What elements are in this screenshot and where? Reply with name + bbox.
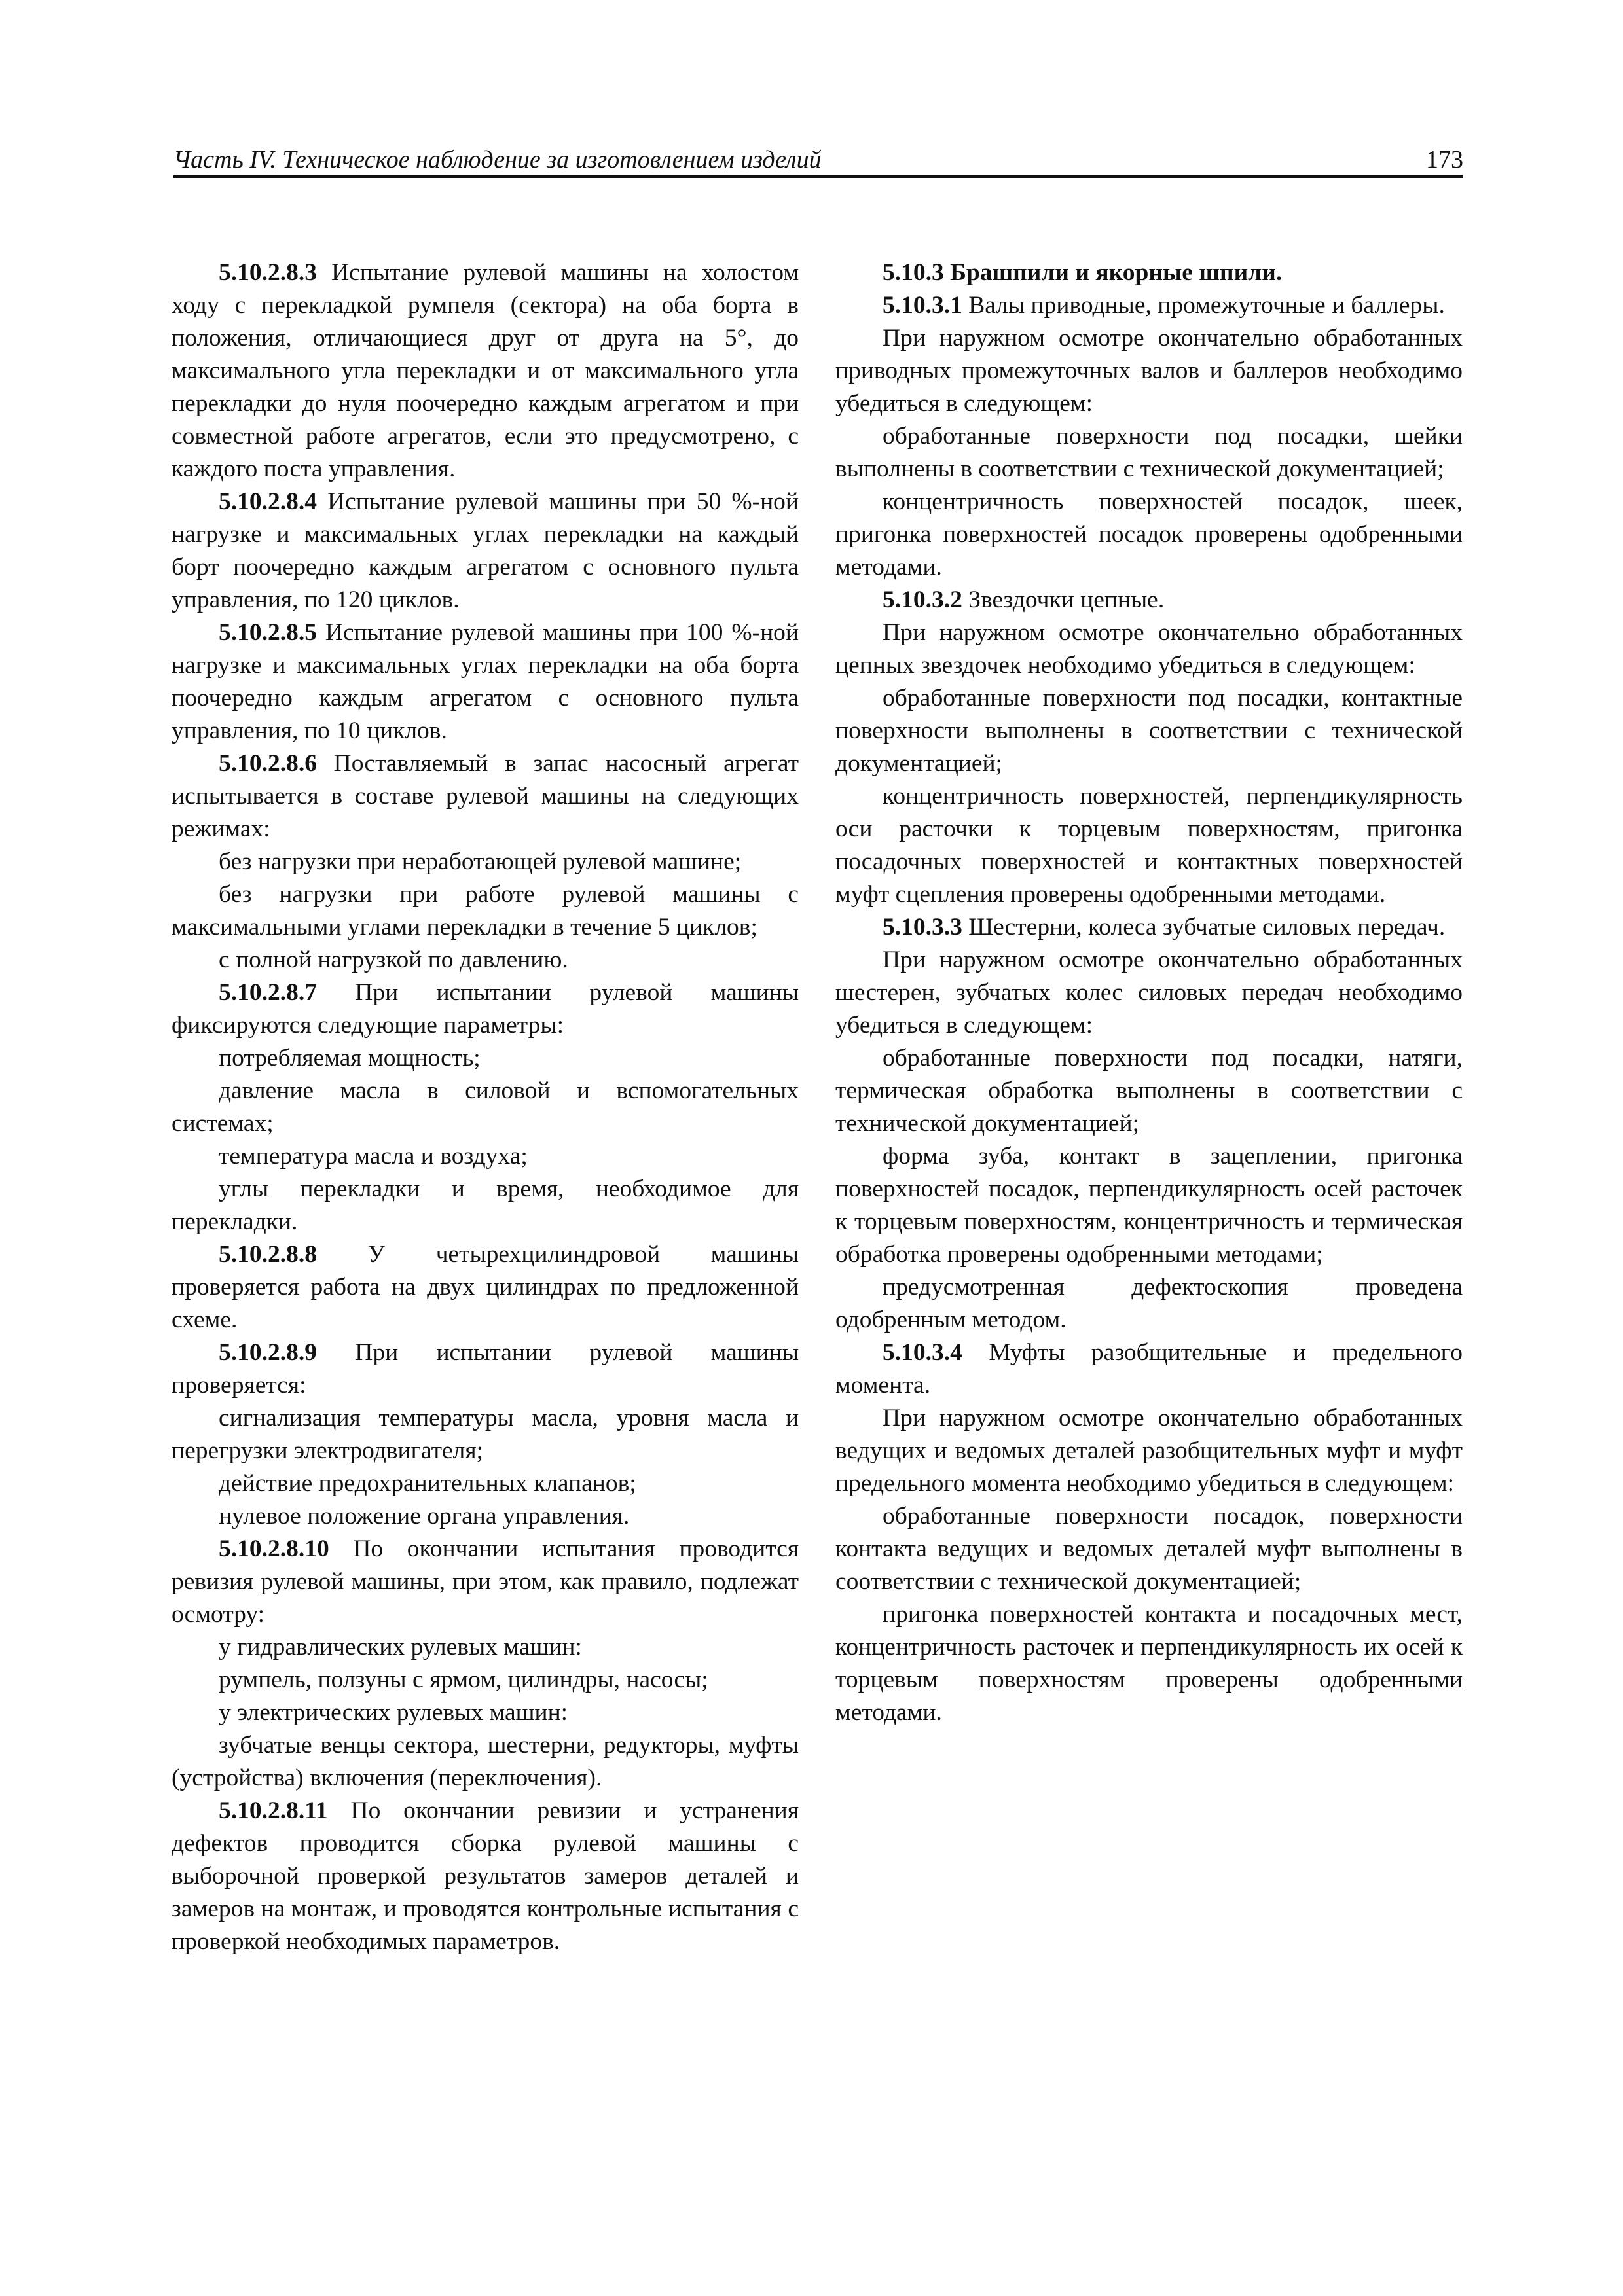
paragraph-text: у электрических рулевых машин: (219, 1699, 568, 1726)
clause-number: 5.10.2.8.4 (219, 488, 317, 515)
paragraph-text: с полной нагрузкой по давлению. (219, 946, 568, 973)
paragraph-text: Валы приводные, промежуточные и баллеры. (962, 292, 1445, 319)
paragraph-text: сигнализация температуры масла, уровня масла и перегрузки электродвигателя; (172, 1405, 799, 1464)
paragraph (835, 1271, 1463, 1336)
left-column (172, 257, 799, 1958)
paragraph (835, 486, 1463, 584)
paragraph (835, 1042, 1463, 1140)
page-number: 173 (1426, 146, 1463, 173)
paragraph (172, 1664, 799, 1696)
paragraph-text: Шестерни, колеса зубчатые силовых передач. (962, 914, 1446, 941)
paragraph-text: При испытании рулевой машины проверяется: (172, 1339, 799, 1399)
paragraph (172, 1729, 799, 1795)
paragraph-text: Поставляемый в запас насосный агрегат испытывается в составе рулевой машины на следующих режимах: (172, 750, 799, 842)
clause-number: 5.10.3.2 (883, 586, 962, 613)
paragraph (835, 257, 1463, 289)
paragraph-text: обработанные поверхности под посадки, натяги, термическая обработка выполнены в соответствии с технической документацией; (835, 1045, 1463, 1137)
paragraph (835, 617, 1463, 682)
clause-number: 5.10.2.8.7 (219, 979, 317, 1006)
paragraph-text: концентричность поверхностей посадок, шеек, пригонка поверхностей посадок проверены одобренными методами. (835, 488, 1463, 581)
paragraph (172, 1631, 799, 1664)
paragraph (172, 1173, 799, 1238)
paragraph-text: температура масла и воздуха; (219, 1143, 528, 1170)
header-title: Часть IV. Техническое наблюдение за изготовлением изделий (173, 146, 822, 173)
clause-number: 5.10.2.8.10 (219, 1535, 329, 1562)
paragraph-text: пригонка поверхностей контакта и посадочных мест, концентричность расточек и перпендикулярность их осей к торцевым поверхностям проверены одобренными методами. (835, 1601, 1463, 1726)
paragraph (172, 1533, 799, 1631)
paragraph-text: румпель, ползуны с ярмом, цилиндры, насосы; (219, 1666, 708, 1693)
paragraph (172, 1467, 799, 1500)
paragraph (172, 1140, 799, 1173)
paragraph-text: без нагрузки при неработающей рулевой машине; (219, 848, 742, 875)
paragraph-text: обработанные поверхности посадок, поверхности контакта ведущих и ведомых деталей муфт выполнены в соответствии с технической документацией; (835, 1503, 1463, 1595)
paragraph (172, 257, 799, 486)
paragraph-text: углы перекладки и время, необходимое для перекладки. (172, 1175, 799, 1235)
paragraph-text: При испытании рулевой машины фиксируются следующие параметры: (172, 979, 799, 1039)
paragraph-text: По окончании ревизии и устранения дефектов проводится сборка рулевой машины с выборочной проверкой результатов замеров деталей и замеров на монтаж, и проводятся контрольные испытания с проверкой необходимых параметров. (172, 1797, 799, 1955)
paragraph-text: По окончании испытания проводится ревизия рулевой машины, при этом, как правило, подлежат осмотру: (172, 1535, 799, 1628)
paragraph (835, 911, 1463, 944)
paragraph-text: форма зуба, контакт в зацеплении, пригонка поверхностей посадок, перпендикулярность осей расточек к торцевым поверхностям, концентричность и термическая обработка проверены одобренными методами; (835, 1143, 1463, 1268)
paragraph-text: У четырехцилиндровой машины проверяется работа на двух цилиндрах по предложенной схеме. (172, 1241, 799, 1333)
paragraph (172, 1336, 799, 1402)
clause-number: 5.10.2.8.6 (219, 750, 317, 777)
paragraph-text: обработанные поверхности под посадки, шейки выполнены в соответствии с технической документацией; (835, 423, 1463, 482)
paragraph-text: При наружном осмотре окончательно обработанных шестерен, зубчатых колес силовых передач необходимо убедиться в следующем: (835, 946, 1463, 1039)
paragraph-text: давление масла в силовой и вспомогательных системах; (172, 1077, 799, 1137)
paragraph-text: Испытание рулевой машины при 50 %-ной нагрузке и максимальных углах перекладки на каждый борт поочередно каждым агрегатом с основного пульта управления, по 120 циклов. (172, 488, 799, 613)
paragraph-text: действие предохранительных клапанов; (219, 1470, 636, 1497)
paragraph (172, 747, 799, 846)
paragraph (172, 846, 799, 878)
paragraph (835, 1140, 1463, 1271)
clause-number: 5.10.3 Брашпили и якорные шпили. (883, 259, 1283, 286)
paragraph (172, 1075, 799, 1140)
right-column (835, 257, 1463, 1729)
paragraph (172, 977, 799, 1042)
clause-number: 5.10.2.8.5 (219, 619, 317, 646)
paragraph-text: Муфты разобщительные и предельного момента. (835, 1339, 1463, 1399)
paragraph (835, 584, 1463, 617)
clause-number: 5.10.3.3 (883, 914, 962, 941)
paragraph-text: потребляемая мощность; (219, 1045, 481, 1071)
paragraph (172, 1696, 799, 1729)
paragraph (835, 420, 1463, 486)
paragraph (172, 486, 799, 617)
paragraph (835, 289, 1463, 322)
paragraph-text: у гидравлических рулевых машин: (219, 1634, 582, 1660)
paragraph-text: зубчатые венцы сектора, шестерни, редукторы, муфты (устройства) включения (переключения). (172, 1732, 799, 1791)
paragraph-text: без нагрузки при работе рулевой машины с максимальными углами перекладки в течение 5 циклов; (172, 881, 799, 941)
paragraph-text: Испытание рулевой машины при 100 %-ной нагрузке и максимальных углах перекладки на оба борта поочередно каждым агрегатом с основного пульта управления, по 10 циклов. (172, 619, 799, 744)
paragraph (172, 878, 799, 944)
paragraph (835, 944, 1463, 1042)
paragraph (172, 1795, 799, 1958)
clause-number: 5.10.3.4 (883, 1339, 962, 1366)
paragraph-text: При наружном осмотре окончательно обработанных цепных звездочек необходимо убедиться в следующем: (835, 619, 1463, 679)
paragraph (172, 1042, 799, 1075)
clause-number: 5.10.2.8.11 (219, 1797, 328, 1824)
clause-number: 5.10.3.1 (883, 292, 962, 319)
paragraph (172, 617, 799, 747)
page-header (173, 145, 1463, 178)
paragraph (835, 780, 1463, 911)
paragraph (835, 322, 1463, 420)
paragraph-text: обработанные поверхности под посадки, контактные поверхности выполнены в соответствии с технической документацией; (835, 685, 1463, 777)
paragraph-text: нулевое положение органа управления. (219, 1503, 630, 1530)
paragraph (835, 682, 1463, 780)
paragraph (172, 1402, 799, 1467)
paragraph (835, 1500, 1463, 1598)
paragraph-text: предусмотренная дефектоскопия проведена одобренным методом. (835, 1274, 1463, 1333)
paragraph (172, 1500, 799, 1533)
paragraph (835, 1598, 1463, 1729)
clause-number: 5.10.2.8.9 (219, 1339, 317, 1366)
clause-number: 5.10.2.8.8 (219, 1241, 317, 1268)
paragraph (172, 944, 799, 977)
paragraph-text: При наружном осмотре окончательно обработанных ведущих и ведомых деталей разобщительных муфт и муфт предельного момента необходимо убедиться в следующем: (835, 1405, 1463, 1497)
paragraph (835, 1336, 1463, 1402)
paragraph (835, 1402, 1463, 1500)
paragraph-text: концентричность поверхностей, перпендикулярность оси расточки к торцевым поверхностям, пригонка посадочных поверхностей и контактных поверхностей муфт сцепления проверены одобренными методами. (835, 783, 1463, 908)
paragraph-text: Испытание рулевой машины на холостом ходу с перекладкой румпеля (сектора) на оба борта в положения, отличающиеся друг от друга на 5°, до максимального угла перекладки и от максимального угла перекладки до нуля поочередно каждым агрегатом и при совместной работе агрегатов, если это предусмотрено, с каждого поста управления. (172, 259, 799, 482)
paragraph-text: Звездочки цепные. (962, 586, 1165, 613)
paragraph (172, 1238, 799, 1336)
clause-number: 5.10.2.8.3 (219, 259, 317, 286)
paragraph-text: При наружном осмотре окончательно обработанных приводных промежуточных валов и баллеров необходимо убедиться в следующем: (835, 325, 1463, 417)
